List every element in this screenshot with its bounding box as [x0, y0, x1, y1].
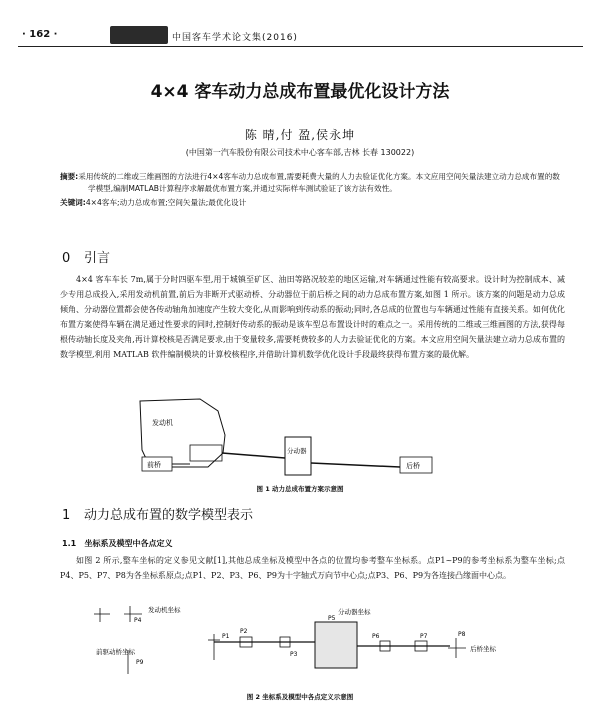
intro-paragraph: 4×4 客车车长 7m,属于分时四驱车型,用于城镇至矿区、油田等路况较差的地区运输,对车辆通过性能有较高要求。设计时为控制成本、减少专用总成投入,采用发动机前置,前后为非断开式驱动桥、分动器位于前后桥之间的动力总成布置方案,如图 1 所示。该方案的问题是动力总成倾角、分动器位置都会使各传动轴角加速度产生较大变化,从而影响到传动系的振动;同时,各总成的位置也与车辆通过性能有直接关系。如何优化布置方案使得车辆在满足通过性要求的同时,控制好传动系的振动是该车型总布置设计时的难点之一。采用传统的二维或三维画图的方法,获得每根传动轴长度及夹角,再计算校核是否满足要求,由于变量较多,需要耗费较多的人力去验证优化的方案。本文应用空间矢量法建立动力总成布置的数学模型,利用 MATLAB 软件编制模块的计算校核程序,并借助计算机数学优化设计手段最终获得布置方案的最优解。 — [60, 275, 565, 359]
section-1-number: 1 — [62, 508, 71, 523]
figure-1-caption: 图 1 动力总成布置方案示意图 — [256, 485, 344, 493]
point-p2: P2 — [240, 628, 248, 635]
authors: 陈 晴,付 盈,侯永坤 — [244, 128, 356, 142]
figure-1-diagram — [130, 395, 480, 478]
section-1-paragraph: 如图 2 所示,整车坐标的定义参见文献[1],其他总成坐标及模型中各点的位置均参考整车坐标系。点P1~P9的参考坐标系为整车坐标;点P4、P5、P7、P8为各坐标系原点;点P1、P2、P3、P6、P9为十字轴式万向节中心点;点P3、P6、P9为各连接凸缘面中心点。 — [60, 556, 565, 580]
affiliation: (中国第一汽车股份有限公司技术中心客车部,吉林 长春 130022) — [185, 148, 415, 157]
abstract — [60, 171, 560, 209]
figure-2-caption: 图 2 坐标系及模型中各点定义示意图 — [246, 693, 354, 701]
front-coord-label: 前驱动桥坐标 — [96, 648, 135, 656]
transfer-coord-label: 分动器坐标 — [338, 608, 371, 616]
rear-coord-label: 后桥坐标 — [470, 645, 496, 653]
point-p1: P1 — [222, 633, 230, 640]
running-header — [18, 26, 583, 48]
page-number: · 162 · — [22, 29, 58, 40]
journal-logo — [110, 26, 168, 44]
abstract-label: 摘要: — [60, 172, 79, 181]
section-0-heading — [62, 247, 110, 266]
subsection-number: 1.1 — [62, 539, 77, 548]
front-axle-label: 前桥 — [147, 461, 161, 469]
journal-name: 中国客车学术论文集(2016) — [172, 33, 298, 43]
section-1-heading — [62, 504, 253, 523]
point-p7: P7 — [420, 633, 428, 640]
section-1-title: 动力总成布置的数学模型表示 — [84, 508, 254, 523]
subsection-1-1-heading — [62, 538, 173, 549]
section-0-number: 0 — [62, 251, 71, 266]
rear-driveshaft — [311, 463, 400, 467]
keywords: 4×4客车;动力总成布置;空间矢量法;最优化设计 — [85, 198, 247, 207]
point-p5: P5 — [328, 615, 336, 622]
point-p3: P3 — [290, 651, 298, 658]
header-rule — [18, 46, 583, 47]
subsection-title: 坐标系及模型中各点定义 — [84, 539, 173, 548]
point-p8: P8 — [458, 631, 466, 638]
keywords-label: 关键词: — [60, 198, 86, 207]
point-p9: P9 — [136, 659, 144, 666]
transfer-case-body — [315, 622, 357, 668]
section-0-title: 引言 — [84, 251, 111, 266]
paper-title: 4×4 客车动力总成布置最优化设计方法 — [150, 82, 450, 102]
engine-label: 发动机 — [152, 419, 173, 427]
figure-2-diagram — [90, 600, 510, 680]
engine-coord-label: 发动机坐标 — [148, 606, 181, 614]
point-p4: P4 — [134, 617, 142, 624]
point-p6: P6 — [372, 633, 380, 640]
rear-axle-label: 后桥 — [406, 462, 420, 470]
abstract-text: 采用传统的二维或三维画图的方法进行4×4客车动力总成布置,需要耗费大量的人力去验证优化方案。本文应用空间矢量法建立动力总成布置的数学模型,编制MATLAB计算程序求解最优布置方案,并通过实际样车测试验证了该方法有效性。 — [78, 172, 560, 193]
transfer-label: 分动器 — [287, 447, 307, 455]
transfer-case — [285, 437, 311, 475]
main-driveshaft — [222, 453, 285, 458]
